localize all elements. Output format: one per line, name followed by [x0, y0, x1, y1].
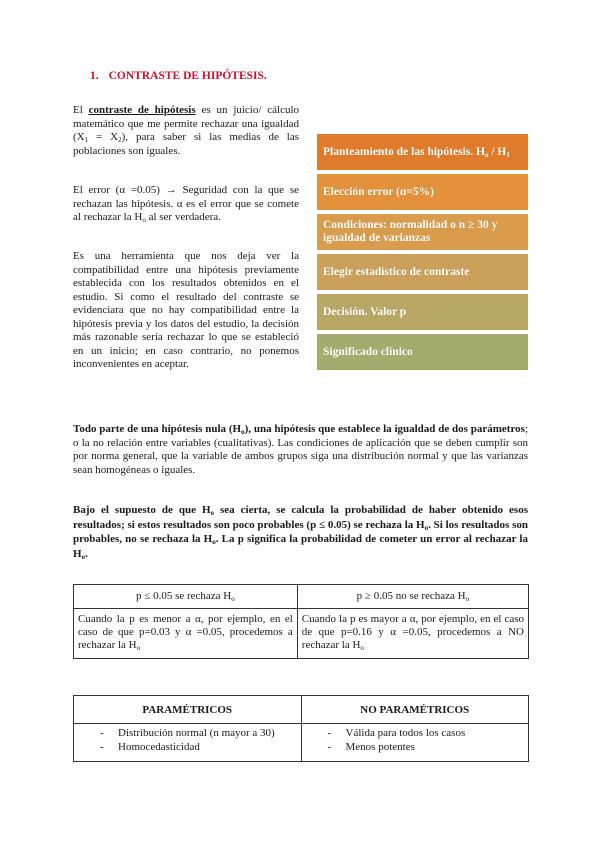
step-condiciones: Condiciones: normalidad o n ≥ 30 y igualdad de varianzas: [317, 214, 528, 250]
paragraph-supuesto: Bajo el supuesto de que $H_o$ sea cierta, se calcula la probabilidad de haber obtenido esos resultados; si estos resultados son poco probables (p ≤ 0.05) se rechaza la $H_o$. Si los resultados son probables, no se rechaza la $H_o$. La p significa la probabilidad de cometer un error al rechazar la $H_o$.: [73, 504, 528, 561]
nonparametric-list-cell: [301, 724, 529, 762]
paragraph-error: El error (α =0.05) → Seguridad con la que se rechazan las hipótesis. α es el error que se comete al rechazar la $H_o$ al ser verdadera.: [73, 184, 299, 224]
decision-table: [73, 584, 529, 659]
step-planteamiento: Planteamiento de las hipótesis. $H_o / H_1$: [317, 134, 528, 170]
steps-diagram: [317, 134, 528, 374]
paragraph-tool: Es una herramienta que nos deja ver la compatibilidad entre una hipótesis previamente establecida con los resultados obtenidos en el estudio. Si como el resultado del contraste se evidenciara que no hay compatibilidad entre la hipótesis previa y los datos del estudio, la decisión más razonable sería rechazar lo que se estableció en un inicio; en caso contrario, no ponemos inconvenientes en aceptar.: [73, 250, 299, 370]
term-contraste: contraste de hipótesis: [88, 104, 196, 116]
parametric-header: PARAMÉTRICOS: [74, 696, 302, 724]
tests-table: [73, 695, 529, 762]
step-estadistico: Elegir estadístico de contraste: [317, 254, 528, 290]
list-item: - Distribución normal (n mayor a 30): [100, 727, 297, 741]
paragraph-definition: El contraste de hipótesis es un juicio/ cálculo matemático que me permite rechazar una igualdad $(X_1 = X_2)$, para saber si las medias de las poblaciones son iguales.: [73, 104, 300, 157]
decision-accept-header: p ≥ 0.05 no se rechaza $H_o$: [297, 585, 528, 609]
step-significado: Significado clínico: [317, 334, 528, 370]
decision-reject-header: p ≤ 0.05 se rechaza $H_o$: [74, 585, 298, 609]
list-item: - Válida para todos los casos: [328, 727, 525, 741]
decision-reject-body: Cuando la p es menor a α, por ejemplo, en el caso de que p=0.03 y α =0.05, procedemos a rechazar la $H_o$: [74, 609, 298, 659]
nonparametric-header: NO PARAMÉTRICOS: [301, 696, 529, 724]
decision-accept-body: Cuando la p es mayor a α, por ejemplo, en el caso de que p=0.16 y α =0.05, procedemos a NO rechazar la $H_o$: [297, 609, 528, 659]
list-item: - Homocedasticidad: [100, 741, 297, 755]
step-eleccion-error: Elección error (α=5%): [317, 174, 528, 210]
heading-number: 1.: [90, 70, 99, 82]
section-heading: [90, 70, 267, 82]
list-item: - Menos potentes: [328, 741, 525, 755]
heading-title: CONTRASTE DE HIPÓTESIS.: [108, 70, 267, 82]
nonparametric-list: [306, 727, 525, 758]
parametric-list-cell: [74, 724, 302, 762]
step-decision: Decisión. Valor p: [317, 294, 528, 330]
parametric-list: [78, 727, 297, 758]
paragraph-hipotesis-nula: Todo parte de una hipótesis nula $(H_o)$, una hipótesis que establece la igualdad de dos parámetros; o la no relación entre variables (cualitativas). Las condiciones de aplicación que se deben cumplir son por norma general, que la variable de ambos grupos siga una distribución normal y que las varianzas sean homogéneas o iguales.: [73, 423, 528, 476]
